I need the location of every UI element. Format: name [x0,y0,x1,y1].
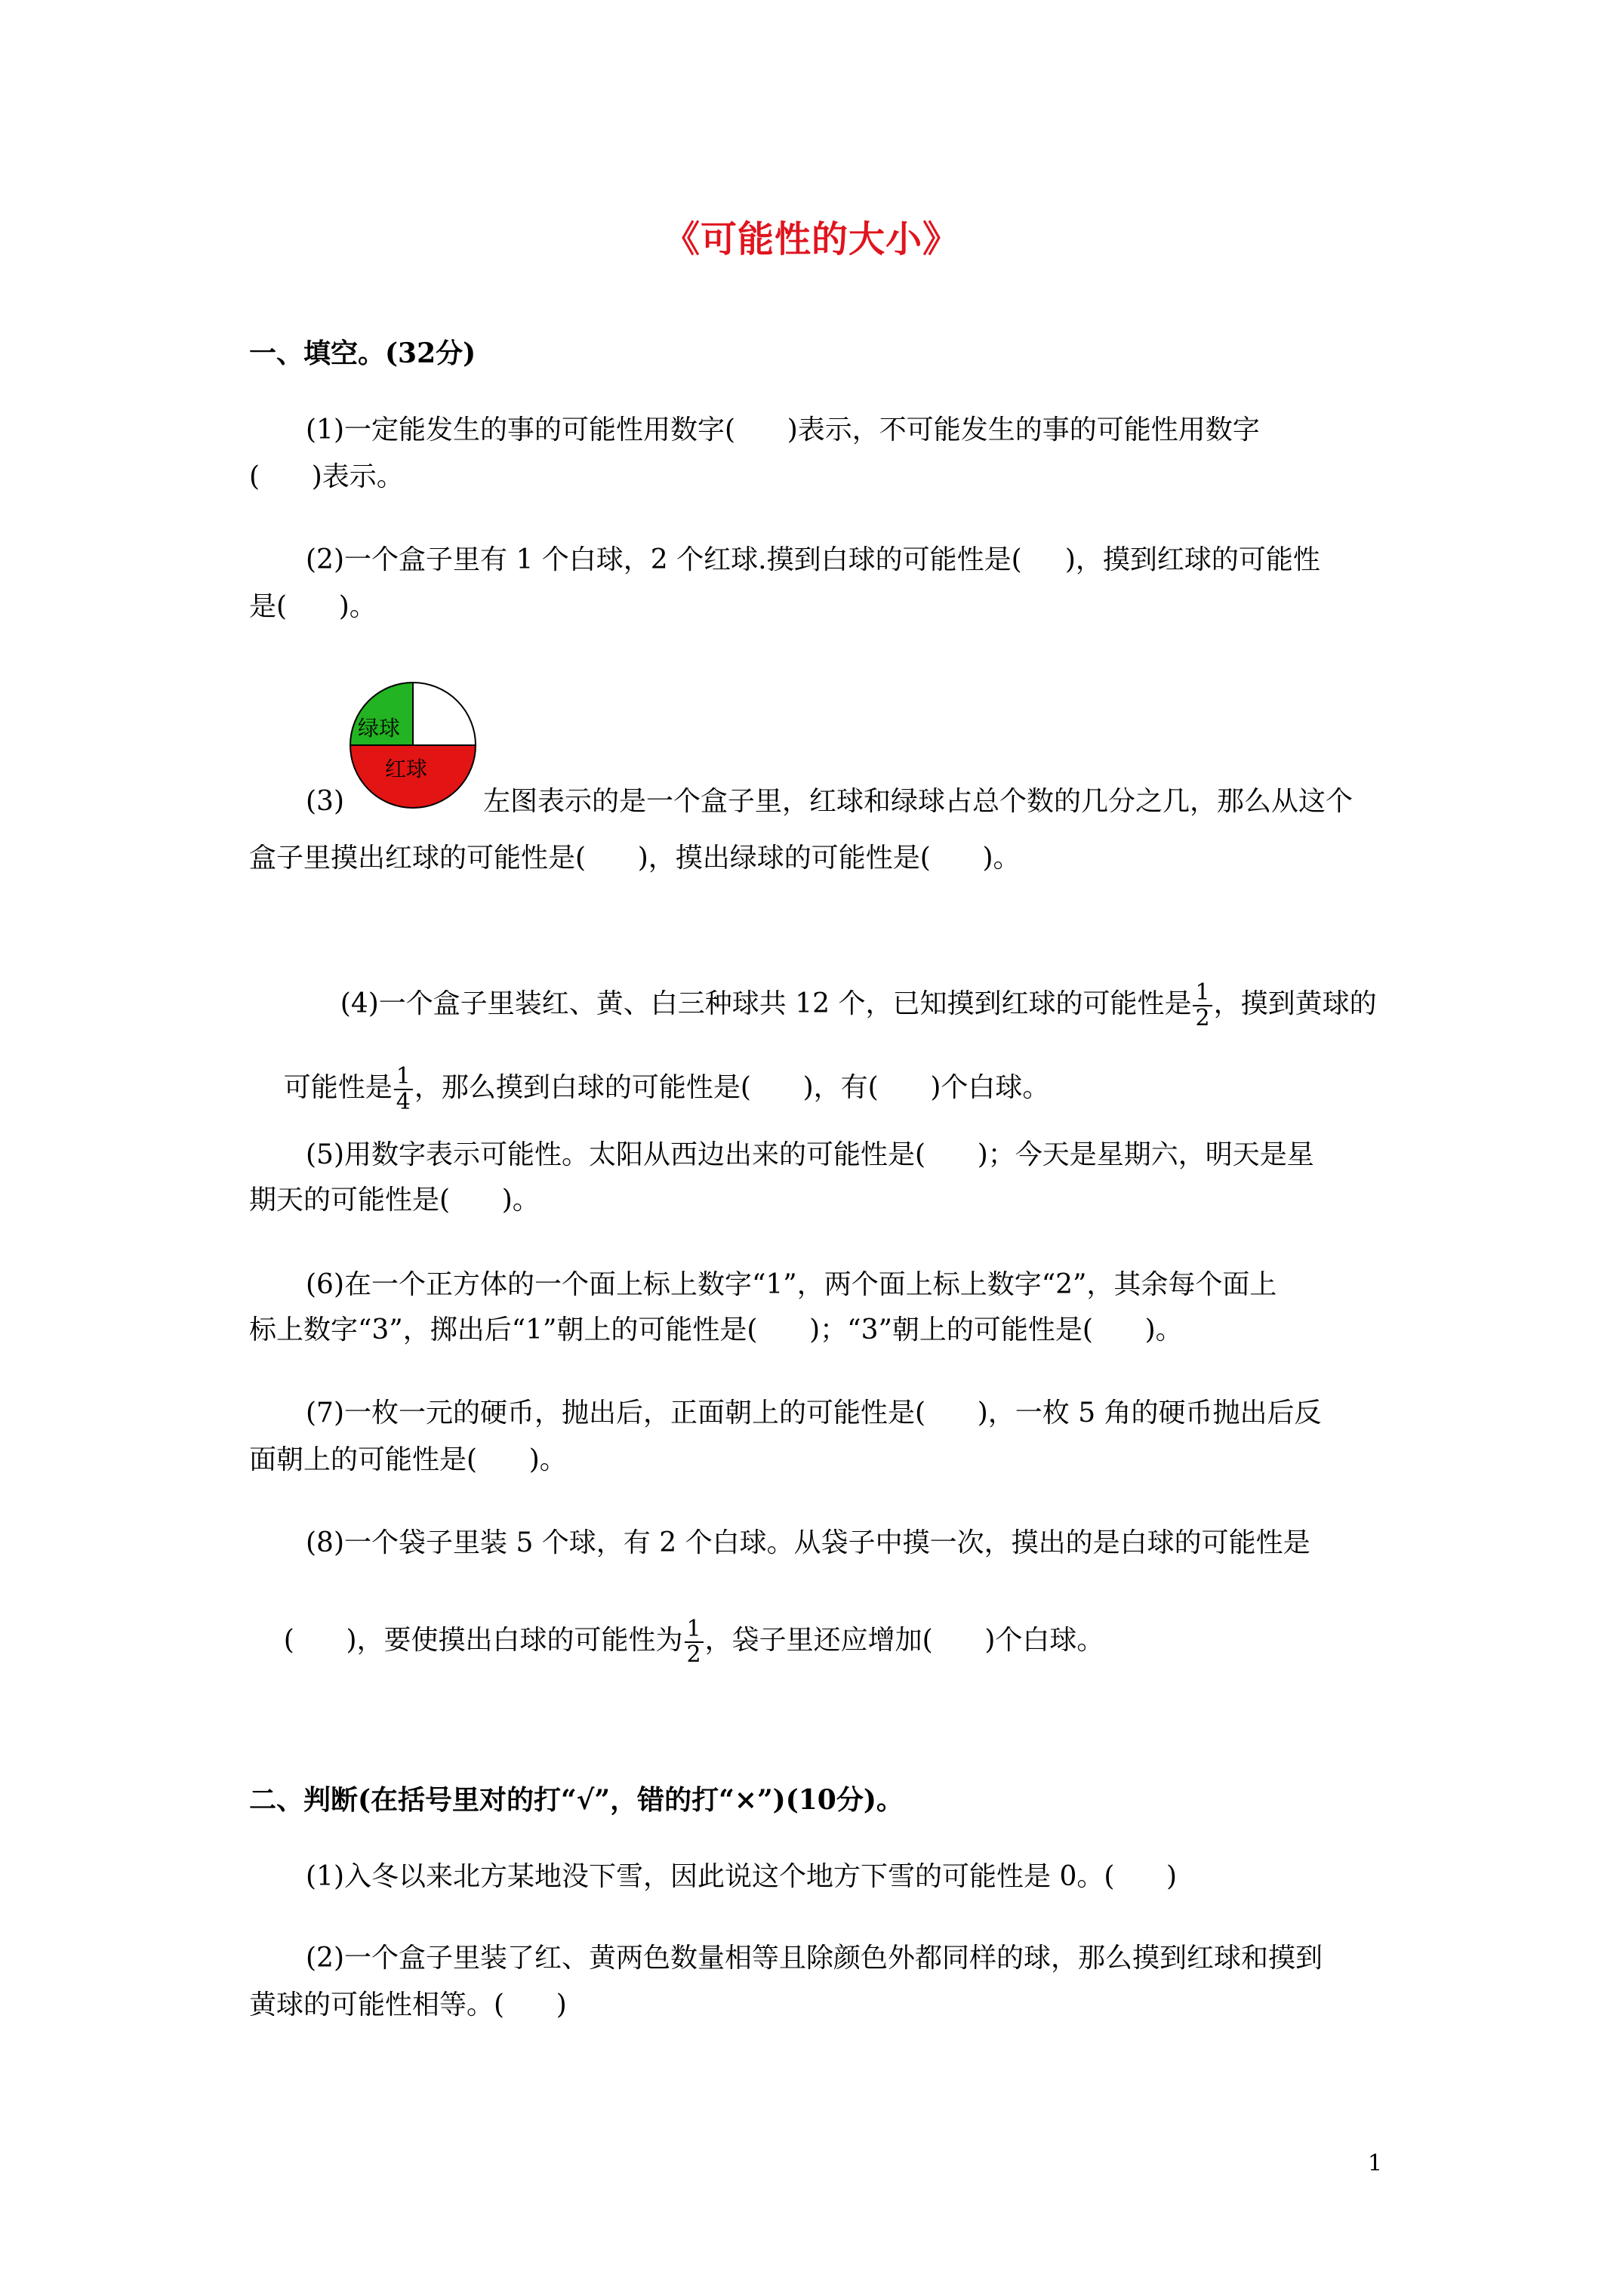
q3-line2: 盒子里摸出红球的可能性是( )，摸出绿球的可能性是( )。 [249,843,1021,874]
fraction-numerator: 1 [1193,981,1212,1006]
fraction-numerator: 1 [394,1065,413,1090]
q8-line2 [249,1584,1104,1700]
s2-q2-line2: 黄球的可能性相等。( ) [249,1989,567,2020]
q1-line1: (1)一定能发生的事的可能性用数字( )表示，不可能发生的事的可能性用数字 [306,415,1260,445]
pie-green-label: 绿球 [358,716,401,741]
fraction-denominator: 2 [686,1641,701,1668]
s2-q2-line1: (2)一个盒子里装了红、黄两色数量相等且除颜色外都同样的球，那么摸到红球和摸到 [306,1943,1323,1974]
green-red-ball-pie-chart [349,681,477,809]
q4-line2-text-a: 可能性是 [283,1072,393,1103]
q4-line1-text-b: ，摸到黄球的 [1213,988,1377,1019]
q4-line2-text-b: ，那么摸到白球的可能性是( )，有( )个白球。 [414,1072,1050,1103]
q4-line2 [249,1031,1049,1148]
q5-line2: 期天的可能性是( )。 [249,1185,540,1216]
s2-q1-line1: (1)入冬以来北方某地没下雪，因此说这个地方下雪的可能性是 0。( ) [306,1861,1178,1892]
q8-line1: (8)一个袋子里装 5 个球，有 2 个白球。从袋子中摸一次，摸出的是白球的可能性是 [306,1527,1310,1558]
q6-line1: (6)在一个正方体的一个面上标上数字“1”，两个面上标上数字“2”，其余每个面上 [306,1269,1277,1300]
fraction-numerator: 1 [685,1617,704,1643]
q7-line1: (7)一枚一元的硬币，抛出后，正面朝上的可能性是( )，一枚 5 角的硬币抛出后反 [306,1398,1322,1428]
q2-line1: (2)一个盒子里有 1 个白球，2 个红球.摸到白球的可能性是( )，摸到红球的可能性 [306,544,1320,575]
fraction-one-quarter [394,1065,413,1114]
q8-line2-text-b: ，袋子里还应增加( )个白球。 [704,1625,1104,1656]
q6-line2: 标上数字“3”，掷出后“1”朝上的可能性是( )；“3”朝上的可能性是( )。 [249,1314,1183,1345]
page-number: 1 [1368,2150,1383,2177]
q2-line2: 是( )。 [249,591,377,622]
q3-number: (3) [306,786,344,817]
q5-line1: (5)用数字表示可能性。太阳从西边出来的可能性是( )；今天是星期六，明天是星 [306,1139,1314,1170]
q8-line2-text-a: ( )，要使摸出白球的可能性为 [283,1625,683,1656]
section-2-heading: 二、判断(在括号里对的打“√”，错的打“×”)(10分)。 [249,1784,904,1816]
section-1-heading: 一、填空。(32分) [249,337,476,369]
q1-line2: ( )表示。 [249,461,404,492]
q4-line1-text-a: (4)一个盒子里装红、黄、白三种球共 12 个，已知摸到红球的可能性是 [340,988,1192,1019]
fraction-one-half [685,1617,704,1667]
q3-line1: 左图表示的是一个盒子里，红球和绿球占总个数的几分之几，那么从这个 [483,786,1354,817]
pie-white-slice [413,683,476,745]
q7-line2: 面朝上的可能性是( )。 [249,1444,567,1475]
page-title: 《可能性的大小》 [663,218,959,260]
fraction-denominator: 4 [396,1089,411,1115]
fraction-one-half [1193,981,1212,1031]
fraction-denominator: 2 [1195,1005,1210,1031]
pie-red-label: 红球 [385,757,428,781]
